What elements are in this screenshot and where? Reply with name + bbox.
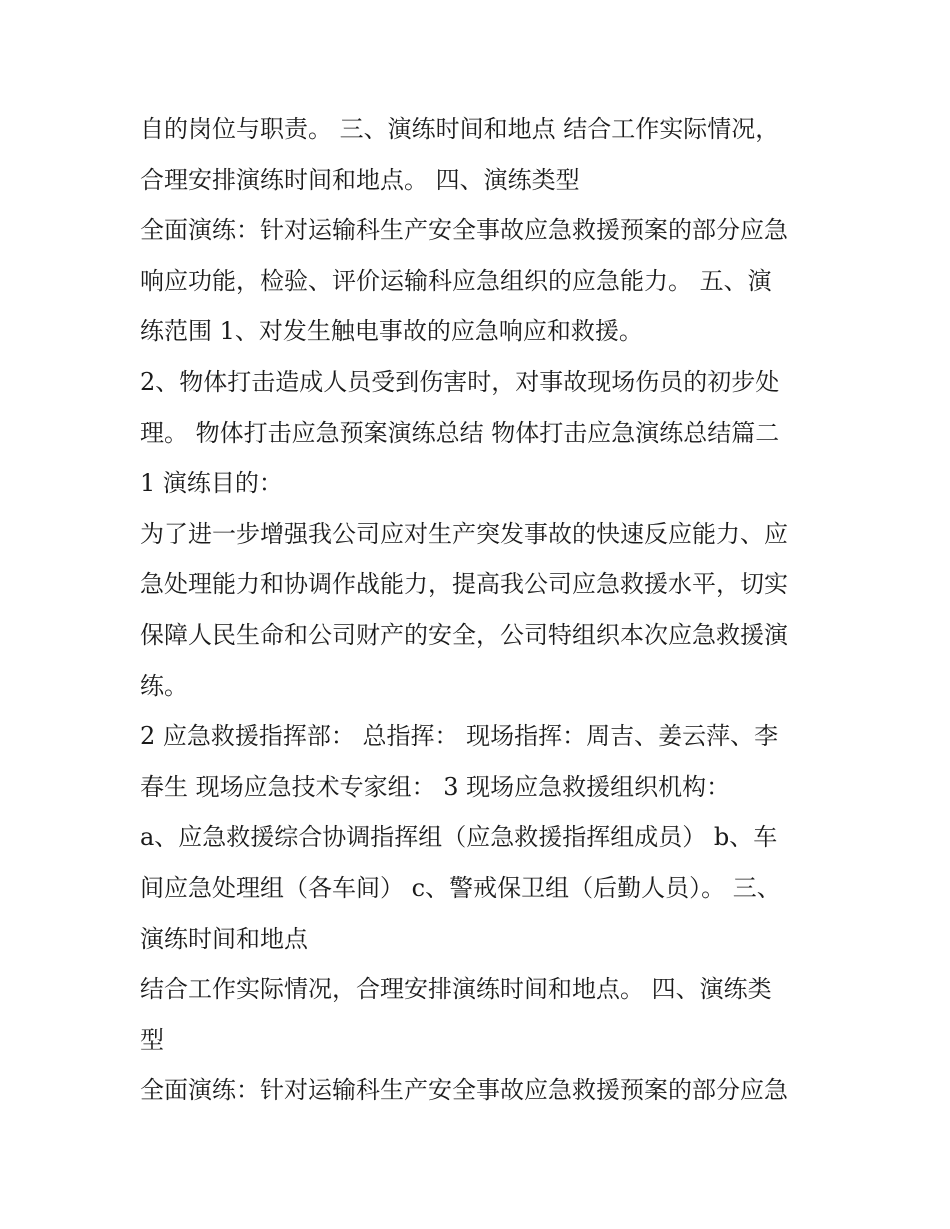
text-line: 演练时间和地点: [140, 924, 308, 953]
text-line: 急处理能力和协调作战能力，提高我公司应急救援水平，切实: [140, 570, 788, 599]
text-line: 为了进一步增强我公司应对生产突发事故的快速反应能力、应: [140, 519, 788, 548]
text-line: 自的岗位与职责。 三、演练时间和地点 结合工作实际情况，: [140, 115, 780, 143]
text-line: 2 应急救援指挥部： 总指挥： 现场指挥：周吉、姜云萍、李: [140, 722, 779, 751]
text-line: 型: [140, 1025, 164, 1054]
text-line: 间应急处理组（各车间） c、警戒保卫组（后勤人员）。 三、: [140, 873, 781, 902]
text-line: 结合工作实际情况，合理安排演练时间和地点。 四、演练类: [140, 975, 772, 1004]
text-line: 练。: [140, 671, 188, 700]
text-line: a、应急救援综合协调指挥组（应急救援指挥组成员） b、车: [140, 823, 778, 852]
text-line: 合理安排演练时间和地点。 四、演练类型: [140, 165, 580, 194]
text-line: 全面演练：针对运输科生产安全事故应急救援预案的部分应急: [140, 216, 788, 245]
text-line: 练范围 1、对发生触电事故的应急响应和救援。: [140, 317, 643, 346]
text-line: 响应功能，检验、评价运输科应急组织的应急能力。 五、演: [140, 266, 772, 295]
text-line: 1 演练目的：: [140, 469, 283, 498]
text-line: 保障人民生命和公司财产的安全，公司特组织本次应急救援演: [140, 620, 788, 649]
text-line: 春生 现场应急技术专家组： 3 现场应急救援组织机构：: [140, 772, 731, 801]
text-line: 2、物体打击造成人员受到伤害时，对事故现场伤员的初步处: [140, 367, 780, 396]
text-line: 全面演练：针对运输科生产安全事故应急救援预案的部分应急: [140, 1076, 788, 1105]
document-body: [140, 104, 830, 1116]
text-line: 理。 物体打击应急预案演练总结 物体打击应急演练总结篇二: [140, 418, 780, 447]
